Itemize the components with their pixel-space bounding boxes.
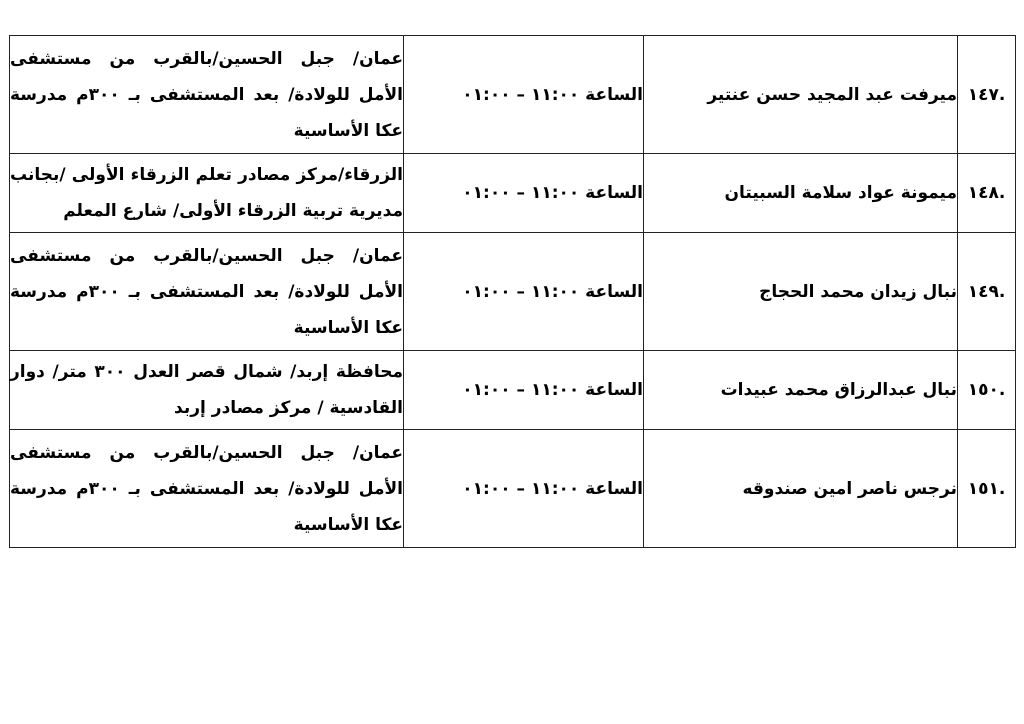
row-number: .١٤٩ bbox=[958, 233, 1016, 351]
person-name: نبال عبدالرزاق محمد عبيدات bbox=[644, 351, 958, 430]
person-name: نبال زيدان محمد الحجاج bbox=[644, 233, 958, 351]
time-slot: الساعة ١١:٠٠ – ٠١:٠٠ bbox=[404, 430, 644, 548]
table-row bbox=[10, 430, 1016, 548]
person-name: نرجس ناصر امين صندوقه bbox=[644, 430, 958, 548]
row-number: .١٤٨ bbox=[958, 154, 1016, 233]
time-slot: الساعة ١١:٠٠ – ٠١:٠٠ bbox=[404, 233, 644, 351]
time-slot: الساعة ١١:٠٠ – ٠١:٠٠ bbox=[404, 154, 644, 233]
row-number: .١٥٠ bbox=[958, 351, 1016, 430]
person-name: ميمونة عواد سلامة السبيتان bbox=[644, 154, 958, 233]
address: محافظة إربد/ شمال قصر العدل ٣٠٠ متر/ دوار القادسية / مركز مصادر إربد bbox=[10, 351, 404, 430]
person-name: ميرفت عبد المجيد حسن عنتير bbox=[644, 36, 958, 154]
address: عمان/ جبل الحسين/بالقرب من مستشفى الأمل للولادة/ بعد المستشفى بـ ٣٠٠م مدرسة عكا الأساسية bbox=[10, 233, 404, 351]
table-row bbox=[10, 154, 1016, 233]
address: عمان/ جبل الحسين/بالقرب من مستشفى الأمل للولادة/ بعد المستشفى بـ ٣٠٠م مدرسة عكا الأساسية bbox=[10, 430, 404, 548]
schedule-table bbox=[9, 35, 1016, 548]
table-row bbox=[10, 351, 1016, 430]
row-number: .١٥١ bbox=[958, 430, 1016, 548]
address: عمان/ جبل الحسين/بالقرب من مستشفى الأمل للولادة/ بعد المستشفى بـ ٣٠٠م مدرسة عكا الأساسية bbox=[10, 36, 404, 154]
table-row bbox=[10, 36, 1016, 154]
address: الزرقاء/مركز مصادر تعلم الزرقاء الأولى /بجانب مديرية تربية الزرقاء الأولى/ شارع المعلم bbox=[10, 154, 404, 233]
time-slot: الساعة ١١:٠٠ – ٠١:٠٠ bbox=[404, 351, 644, 430]
time-slot: الساعة ١١:٠٠ – ٠١:٠٠ bbox=[404, 36, 644, 154]
row-number: .١٤٧ bbox=[958, 36, 1016, 154]
table-row bbox=[10, 233, 1016, 351]
